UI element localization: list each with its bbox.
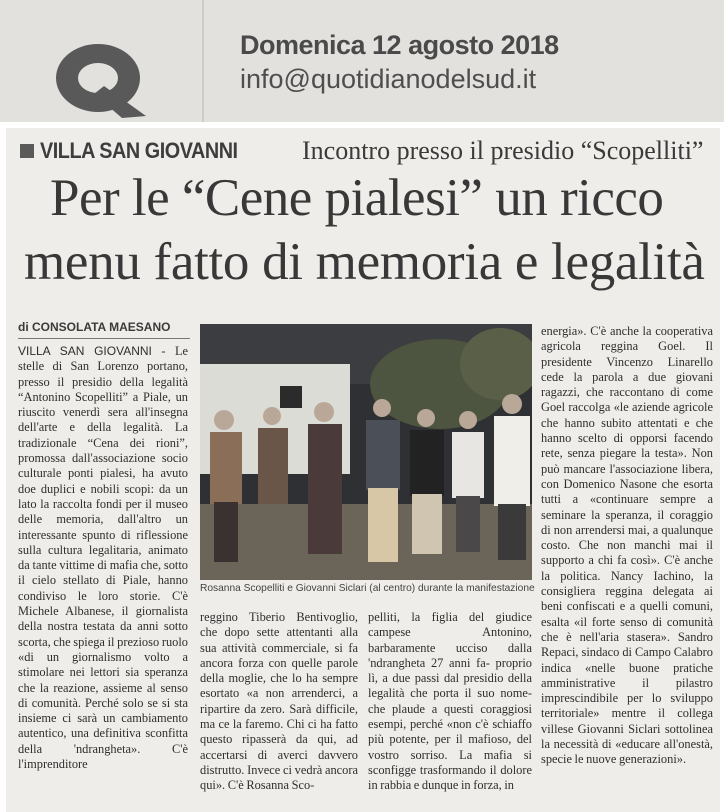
article-column-4 bbox=[541, 324, 713, 808]
event-photo bbox=[200, 324, 532, 580]
section-marker-icon bbox=[20, 144, 34, 158]
column-4-text: energia». C'è anche la cooperativa agricola reggina Goel. Il presidente Vincenzo Linarello cede la parola a due giovani ragazzi, che raccontano di come Goel raccolga «le aziende agricole che hanno subito attentati e che hanno scelto di opporsi facendo rete, senza piegare la testa». Non può mancare l'associazione libera, con Domenico Nasone che esorta tutti a «continuare sempre a seminare la speranza, il coraggio di non arrendersi mai, a qualunque costo. Che non manchi mai il supporto a chi fa così». C'è anche la politica. Nancy Iachino, la consigliera reggina delegata ai beni confiscati e a quelli comuni, esalta «il forte senso di comunità che è nell'aria stasera». Sandro Repaci, sindaco di Campo Calabro indica «nelle buone pratiche amministrative il pilastro imprescindibile per lo sviluppo territoriale» mentre il collega villese Giovanni Siclari sottolinea la necessità di «educare all'onestà, specie le nuove generazioni». bbox=[541, 324, 713, 767]
article-kicker: Incontro presso il presidio “Scopelliti” bbox=[302, 136, 704, 165]
article-column-3 bbox=[368, 610, 532, 808]
headline-line-2: menu fatto di memoria e legalità bbox=[24, 233, 705, 291]
byline: di CONSOLATA MAESANO bbox=[18, 320, 171, 334]
contact-email: info@quotidianodelsud.it bbox=[240, 64, 537, 94]
issue-date: Domenica 12 agosto 2018 bbox=[240, 30, 559, 60]
byline-rule bbox=[18, 338, 190, 339]
dateline: VILLA SAN GIOVANNI bbox=[18, 344, 152, 358]
article-column-2 bbox=[200, 610, 358, 808]
masthead-strip bbox=[0, 0, 724, 122]
newspaper-logo-q bbox=[48, 34, 152, 118]
photo-caption: Rosanna Scopelliti e Giovanni Siclari (al centro) durante la manifestazione bbox=[200, 583, 535, 594]
kicker-row bbox=[20, 138, 714, 166]
article-column-1 bbox=[18, 344, 188, 808]
event-photo-image bbox=[200, 324, 532, 580]
column-3-text: pelliti, la figlia del giudice campese Antonino, barbaramente ucciso dalla 'ndrangheta 27 anni fa- proprio lì, a due passi dal presidio della legalità che porta il suo nome- che plaude a questi coraggiosi esempi, perché «non c'è schiaffo più potente, per il mafioso, del vostro sorriso. La mafia si sconfigge trasformando il dolore in rabbia e dunque in forza, in bbox=[368, 610, 532, 793]
column-2-text: reggino Tiberio Bentivoglio, che dopo sette attentanti alla sua attività commerciale, si fa ancora forza con quelle parole della moglie, che lo ha sempre esortato «a non arrenderci, a ripartire da zero. Sarà difficile, ma ce la faremo. Chi ci ha fatto questo ripasserà da qui, ad accertarsi di averci davvero distrutto. Invece ci vedrà ancora qui». C'è Rosanna Sco- bbox=[200, 610, 358, 793]
headline-line-1: Per le “Cene pialesi” un ricco bbox=[50, 169, 664, 227]
newspaper-page bbox=[6, 128, 720, 812]
masthead-divider bbox=[202, 0, 204, 122]
section-label: VILLA SAN GIOVANNI bbox=[40, 138, 238, 163]
column-1-text: - Le stelle di San Lorenzo portano, presso il presidio della legalità “Antonino Scopelliti” a Piale, un riuscito venerdì sera all'insegna dell'arte e della legalità. La tradizionale “Cena dei rioni”, promossa dall'associazione socio culturale ponti pialesi, ha avuto doe duplici e nobili scopi: da un lato la raccolta fondi per il museo delle memoria, dall'altro un interessante spunto di riflessione sulla cultura legalitaria, animato da tante vittime di mafia che, sotto il cielo stellato di Piale, hanno condiviso le loro storie. C'è Michele Albanese, il giornalista della nostra testata da anni sotto scorta, che spiega il prezioso ruolo «di un giornalismo volto a stimolare nei lettori sia speranza che la reazione, assieme al senso di comunità. Perché solo se si sta insieme ci sarà un cambiamento autentico, una definitiva sconfitta della 'ndrangheta». C'è l'imprenditore bbox=[18, 344, 189, 772]
